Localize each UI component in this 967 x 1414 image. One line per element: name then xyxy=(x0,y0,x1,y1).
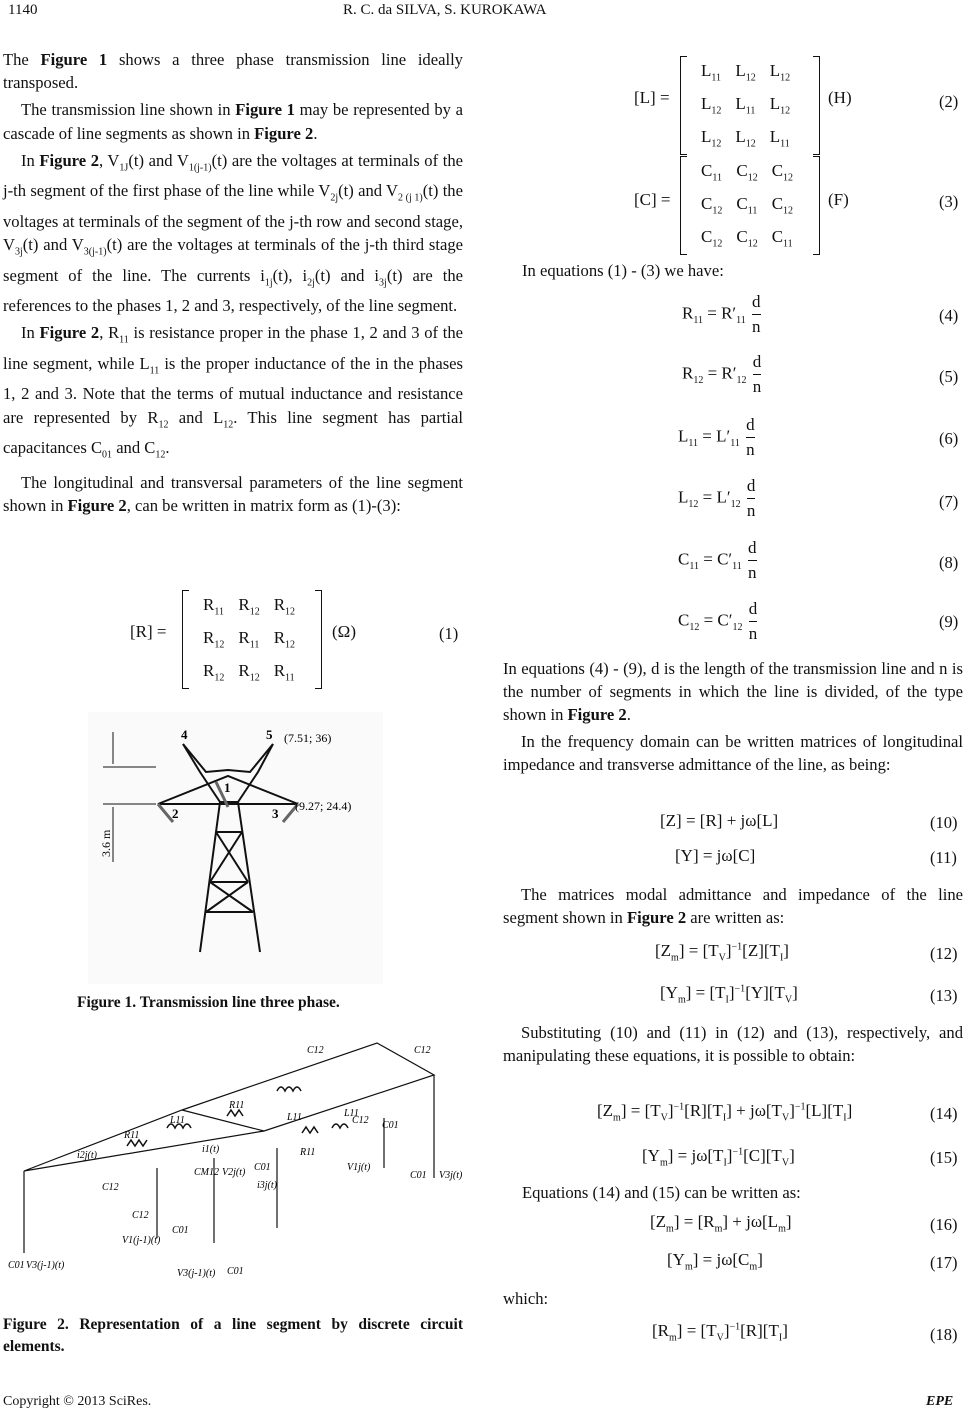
text-frequency: In the frequency domain can be written matrices of longitudinal impedance and transverse admittance of the line, as being: xyxy=(503,732,963,775)
eq3-unit: (F) xyxy=(828,190,849,209)
figure-2-caption: Figure 2. Representation of a line segment by discrete circuit elements. xyxy=(3,1316,463,1355)
paragraph-3: In Figure 2, $V_{1J}(t)$ and $V_{1(j-1)}(t)$ are the voltages at terminals of the j-th segment of the first phase of the line while $V_{2j}(t)$ and $V_{2 (j 1)}(t)$ the voltages at terminals of the segment of the j-th row and second stage, $V_{3j}(t)$ and $V_{3(j-1)}(t)$ are the voltages at terminals of the j-th third stage segment of the line. The currents $i_{1j}(t)$, $i_{2j}(t)$ and $i_{3j}(t)$ are the references to the phases 1, 2 and 3, respectively, of the line segment. xyxy=(3,150,463,316)
matrix-c: $C_{11}$ $C_{12}$ $C_{12}$ $C_{12}$ $C_{11}$ $C_{12}$ $C_{12}$ $C_{12}$ $C_{11}$ xyxy=(680,156,820,255)
eq17-number: (17) xyxy=(930,1253,958,1272)
eq2-unit: (H) xyxy=(828,88,852,107)
matrix-l: $L_{11}$ $L_{12}$ $L_{12}$ $L_{12}$ $L_{11}$ $L_{12}$ $L_{12}$ $L_{12}$ $L_{11}$ xyxy=(680,56,820,155)
svg-text:R11: R11 xyxy=(229,1100,245,1111)
eq13-number: (13) xyxy=(930,986,958,1005)
eq1-lhs: [R] = xyxy=(130,622,167,641)
svg-text:V3j(t): V3j(t) xyxy=(439,1170,463,1181)
matrix-r: $R_{11}$ $R_{12}$ $R_{12}$ $R_{12}$ $R_{11}$ $R_{12}$ $R_{12}$ $R_{12}$ $R_{11}$ xyxy=(182,590,322,689)
svg-text:R11: R11 xyxy=(300,1147,316,1158)
eq6: $L_{11} = L'_{11}$ $\frac{d}{n}$ xyxy=(678,415,755,459)
fig1-label-3: 3 xyxy=(272,806,279,821)
svg-text:C12: C12 xyxy=(132,1210,149,1221)
eq2-number: (2) xyxy=(939,92,959,111)
svg-text:C01: C01 xyxy=(8,1260,25,1271)
eq15: $[Y_m] = j\omega[T_I]^{-1}[C][T_V]$ xyxy=(642,1146,795,1169)
eq11-number: (11) xyxy=(930,848,957,867)
eq2-lhs: [L] = xyxy=(634,88,670,107)
fig1-label-2: 2 xyxy=(172,806,179,821)
svg-text:C12: C12 xyxy=(352,1115,369,1126)
svg-text:V3(j-1)(t): V3(j-1)(t) xyxy=(177,1268,216,1279)
eq18-number: (18) xyxy=(930,1325,958,1344)
eq13: $[Y_m] = [T_I]^{-1}[Y][T_V]$ xyxy=(660,983,798,1006)
svg-text:V1j(t): V1j(t) xyxy=(347,1162,371,1173)
eq9-number: (9) xyxy=(939,612,959,631)
fig1-label-1: 1 xyxy=(224,780,231,795)
eq5-number: (5) xyxy=(939,367,959,386)
left-column xyxy=(3,48,463,521)
eq9: $C_{12} = C'_{12}$ $\frac{d}{n}$ xyxy=(678,599,758,643)
text-eq14-15: Equations (14) and (15) can be written as: xyxy=(522,1183,801,1202)
svg-text:i2j(t): i2j(t) xyxy=(77,1150,97,1161)
eq16-number: (16) xyxy=(930,1215,958,1234)
svg-text:C01: C01 xyxy=(172,1225,189,1236)
text-modal: The matrices modal admittance and impedance of the line segment shown in Figure 2 are written as: xyxy=(503,885,963,928)
text-eq1-3: In equations (1) - (3) we have: xyxy=(522,261,724,280)
svg-text:L11: L11 xyxy=(287,1112,302,1123)
paragraph-2: The transmission line shown in Figure 1 may be represented by a cascade of line segments as shown in Figure 2. xyxy=(3,100,463,143)
eq4-number: (4) xyxy=(939,306,959,325)
paragraph-1: The Figure 1 shows a three phase transmission line ideally transposed. xyxy=(3,50,463,93)
eq15-number: (15) xyxy=(930,1148,958,1167)
eq3-lhs: [C] = xyxy=(634,190,671,209)
fig1-label-5: 5 xyxy=(266,727,273,742)
svg-text:C12: C12 xyxy=(307,1045,324,1056)
eq14-number: (14) xyxy=(930,1104,958,1123)
eq10-number: (10) xyxy=(930,813,958,832)
svg-text:L11: L11 xyxy=(344,1108,359,1119)
paragraph-4: In Figure 2, $R_{11}$ is resistance proper in the phase 1, 2 and 3 of the line segment, while $L_{11}$ is the proper inductance of the in the phases 1, 2 and 3. Note that the terms of mutual inductance and resistance are represented by $R_{12}$ and $L_{12}$. This line segment has partial capacitances $C_{01}$ and $C_{12}$. xyxy=(3,323,464,461)
svg-text:C12: C12 xyxy=(102,1182,119,1193)
eq8: $C_{11} = C'_{11}$ $\frac{d}{n}$ xyxy=(678,538,757,582)
svg-text:CM12: CM12 xyxy=(194,1167,219,1178)
eq10: [Z] = [R] + jω[L] xyxy=(660,811,779,830)
eq18: $[R_m] = [T_V]^{-1}[R][T_I]$ xyxy=(652,1321,788,1344)
eq17: $[Y_m] = j\omega[C_m]$ xyxy=(667,1250,763,1273)
running-title: R. C. da SILVA, S. KUROKAWA xyxy=(343,2,547,18)
svg-text:C01: C01 xyxy=(410,1170,427,1181)
eq5: $R_{12} = R'_{12}$ $\frac{d}{n}$ xyxy=(682,352,762,396)
svg-text:C12: C12 xyxy=(414,1045,431,1056)
figure-1-tower xyxy=(88,712,383,984)
fig1-coord-bottom: (9.27; 24.4) xyxy=(295,799,352,813)
eq3-number: (3) xyxy=(939,192,959,211)
eq1-unit: (Ω) xyxy=(332,622,356,641)
page-number: 1140 xyxy=(8,2,38,18)
eq11: [Y] = jω[C] xyxy=(675,846,756,865)
svg-text:i3j(t): i3j(t) xyxy=(257,1180,277,1191)
eq14: $[Z_m] = [T_V]^{-1}[R][T_I] + j\omega[T_V]^{-1}[L][T_I]$ xyxy=(597,1101,853,1124)
eq4: $R_{11} = R'_{11}$ $\frac{d}{n}$ xyxy=(682,292,761,336)
svg-text:L11: L11 xyxy=(170,1115,185,1126)
footer-copyright: Copyright © 2013 SciRes. xyxy=(3,1394,152,1409)
fig1-label-4: 4 xyxy=(181,727,188,742)
fig1-dimension: 3.6 m xyxy=(99,829,113,857)
eq7: $L_{12} = L'_{12}$ $\frac{d}{n}$ xyxy=(678,476,756,520)
svg-text:V2j(t): V2j(t) xyxy=(222,1167,246,1178)
svg-text:C01: C01 xyxy=(382,1120,399,1131)
text-substituting: Substituting (10) and (11) in (12) and (13), respectively, and manipulating these equations, it is possible to obtain: xyxy=(503,1023,963,1066)
eq6-number: (6) xyxy=(939,429,959,448)
svg-text:i1(t): i1(t) xyxy=(202,1144,220,1155)
figure-1-caption: Figure 1. Transmission line three phase. xyxy=(77,994,340,1011)
svg-text:V1(j-1)(t): V1(j-1)(t) xyxy=(122,1235,161,1246)
eq8-number: (8) xyxy=(939,553,959,572)
svg-text:V3(j-1)(t): V3(j-1)(t) xyxy=(26,1260,65,1271)
svg-text:C01: C01 xyxy=(227,1266,244,1277)
eq1-number: (1) xyxy=(439,624,459,643)
text-after-eq9: In equations (4) - (9), d is the length of the transmission line and n is the number of segments in which the line is divided, of the type shown in Figure 2. xyxy=(503,659,963,725)
footer-journal: EPE xyxy=(926,1394,954,1409)
svg-text:R11: R11 xyxy=(124,1130,140,1141)
text-which: which: xyxy=(503,1289,549,1308)
fig1-coord-top: (7.51; 36) xyxy=(284,731,332,745)
eq12: $[Z_m] = [T_V]^{-1}[Z][T_I]$ xyxy=(655,941,789,964)
eq7-number: (7) xyxy=(939,492,959,511)
paragraph-5: The longitudinal and transversal parameters of the line segment shown in Figure 2, can be written in matrix form as (1)-(3): xyxy=(3,472,463,515)
figure-2-circuit xyxy=(2,1028,464,1290)
eq12-number: (12) xyxy=(930,944,958,963)
eq16: $[Z_m] = [R_m] + j\omega[L_m]$ xyxy=(650,1212,792,1235)
svg-text:C01: C01 xyxy=(254,1162,271,1173)
